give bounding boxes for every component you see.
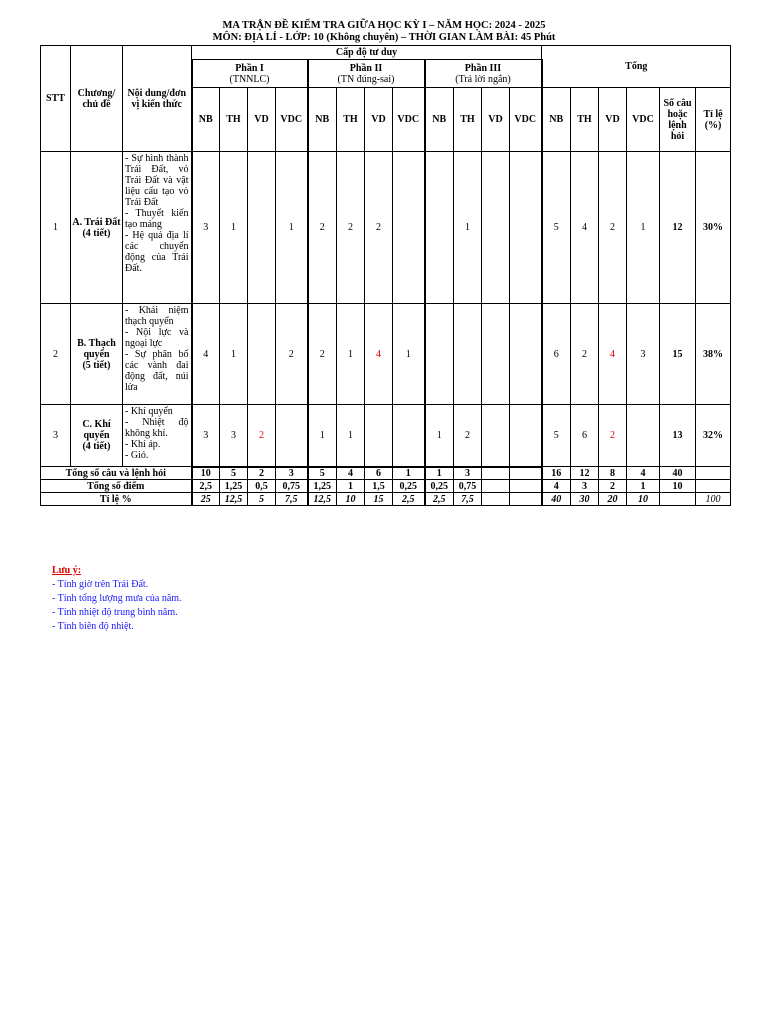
document-subtitle: MÔN: ĐỊA LÍ - LỚP: 10 (Không chuyên) – THỜI GIAN LÀM BÀI: 45 Phút [212, 32, 556, 43]
row-percent: 38% [696, 304, 731, 405]
summary-label: Tổng số câu và lệnh hỏi [41, 467, 192, 480]
row-cell: 2 [454, 405, 482, 467]
summary-cell: 1,5 [365, 480, 393, 493]
row-cell [627, 405, 660, 467]
row-cell [365, 405, 393, 467]
summary-cell [482, 467, 510, 480]
row-content: - Khí quyển - Nhiệt độ không khí. - Khí áp. - Gió. [123, 405, 192, 467]
row-cell [248, 304, 276, 405]
note-item: - Tính tổng lượng mưa của năm. [52, 593, 182, 604]
table-row [41, 304, 731, 405]
header-phan-2: Phần II (TN đúng-sai) [308, 60, 425, 88]
row-cell [482, 152, 510, 304]
row-cell [482, 405, 510, 467]
row-cell: 6 [571, 405, 599, 467]
summary-label: Tổng số điểm [41, 480, 192, 493]
header-ti-le: Tỉ lệ (%) [696, 88, 731, 152]
header-phan-1: Phần I (TNNLC) [192, 60, 308, 88]
row-cell: 2 [365, 152, 393, 304]
summary-cell: 12 [571, 467, 599, 480]
row-cell [454, 304, 482, 405]
header-content: Nội dung/đơn vị kiến thức [123, 46, 192, 152]
summary-cell: 12,5 [308, 493, 337, 506]
row-content: - Sự hình thành Trái Đất, vỏ Trái Đất và vật liệu cấu tạo vỏ Trái Đất - Thuyết kiến tạo mảng - Hệ quả địa lí các chuyển động của Trái Đất. [123, 152, 192, 304]
summary-cell: 3 [571, 480, 599, 493]
row-cell [510, 405, 542, 467]
summary-cell: 2,5 [425, 493, 454, 506]
row-stt: 1 [41, 152, 71, 304]
row-cell: 1 [337, 405, 365, 467]
row-cell: 3 [627, 304, 660, 405]
summary-row [41, 467, 731, 480]
matrix-table [40, 45, 731, 506]
summary-cell: 2 [599, 480, 627, 493]
summary-cell: 7,5 [276, 493, 308, 506]
summary-cell: 5 [248, 493, 276, 506]
summary-cell: 12,5 [220, 493, 248, 506]
row-cell: 2 [308, 304, 337, 405]
summary-total: 40 [660, 467, 696, 480]
summary-cell: 4 [542, 480, 571, 493]
row-cell [510, 304, 542, 405]
summary-cell: 10 [627, 493, 660, 506]
header-level-vdc: VDC [510, 88, 542, 152]
summary-cell: 5 [220, 467, 248, 480]
summary-cell: 6 [365, 467, 393, 480]
summary-percent [696, 467, 731, 480]
row-cell: 1 [337, 304, 365, 405]
summary-percent: 100 [696, 493, 731, 506]
summary-cell: 25 [192, 493, 220, 506]
row-cell: 1 [425, 405, 454, 467]
summary-cell: 0,75 [454, 480, 482, 493]
row-cell: 1 [393, 304, 425, 405]
row-cell [425, 304, 454, 405]
row-cell: 2 [571, 304, 599, 405]
row-cell [276, 405, 308, 467]
row-chapter: B. Thạch quyển (5 tiết) [71, 304, 123, 405]
summary-cell: 10 [192, 467, 220, 480]
summary-cell: 0,25 [425, 480, 454, 493]
row-cell: 1 [627, 152, 660, 304]
header-level-vd: VD [599, 88, 627, 152]
summary-row [41, 493, 731, 506]
note-item: - Tính nhiệt độ trung bình năm. [52, 607, 178, 618]
row-cell [425, 152, 454, 304]
row-cell: 1 [308, 405, 337, 467]
summary-cell: 2,5 [393, 493, 425, 506]
row-cell: 4 [192, 304, 220, 405]
row-stt: 2 [41, 304, 71, 405]
header-level-vdc: VDC [276, 88, 308, 152]
row-cell: 3 [192, 405, 220, 467]
row-cell: 5 [542, 405, 571, 467]
summary-cell: 0,75 [276, 480, 308, 493]
header-tong: Tổng [542, 46, 731, 88]
summary-cell [482, 480, 510, 493]
note-item: - Tính biên độ nhiệt. [52, 621, 134, 632]
header-so-cau: Số câu hoặc lệnh hỏi [660, 88, 696, 152]
row-cell: 4 [571, 152, 599, 304]
row-cell: 2 [337, 152, 365, 304]
header-level-th: TH [337, 88, 365, 152]
row-percent: 32% [696, 405, 731, 467]
header-level-vd: VD [248, 88, 276, 152]
row-cell: 5 [542, 152, 571, 304]
row-total: 12 [660, 152, 696, 304]
summary-cell [510, 467, 542, 480]
row-cell: 1 [276, 152, 308, 304]
row-content: - Khái niệm thạch quyển - Nội lực và ngoại lực - Sự phân bố các vành đai động đất, núi lửa [123, 304, 192, 405]
document-title: MA TRẬN ĐỀ KIỂM TRA GIỮA HỌC KỲ I – NĂM HỌC: 2024 - 2025 [222, 20, 546, 31]
header-level-nb: NB [308, 88, 337, 152]
summary-cell: 8 [599, 467, 627, 480]
header-level-nb: NB [192, 88, 220, 152]
summary-cell [510, 480, 542, 493]
header-phan-3: Phần III (Trả lời ngắn) [425, 60, 542, 88]
header-level-vd: VD [365, 88, 393, 152]
table-row [41, 405, 731, 467]
summary-cell: 1 [425, 467, 454, 480]
row-chapter: C. Khí quyển (4 tiết) [71, 405, 123, 467]
row-chapter: A. Trái Đất (4 tiết) [71, 152, 123, 304]
summary-cell: 1 [627, 480, 660, 493]
summary-cell [510, 493, 542, 506]
table-row [41, 152, 731, 304]
header-level-vdc: VDC [627, 88, 660, 152]
header-level-th: TH [454, 88, 482, 152]
summary-cell: 40 [542, 493, 571, 506]
row-cell: 2 [599, 152, 627, 304]
header-level-th: TH [220, 88, 248, 152]
row-cell: 6 [542, 304, 571, 405]
header-level-nb: NB [542, 88, 571, 152]
row-cell: 2 [308, 152, 337, 304]
note-item: - Tính giờ trên Trái Đất. [52, 579, 149, 590]
summary-row [41, 480, 731, 493]
header-level-vdc: VDC [393, 88, 425, 152]
summary-cell: 7,5 [454, 493, 482, 506]
summary-cell: 2 [248, 467, 276, 480]
summary-cell: 0,25 [393, 480, 425, 493]
header-stt: STT [41, 46, 71, 152]
summary-cell: 30 [571, 493, 599, 506]
summary-total: 10 [660, 480, 696, 493]
row-cell [248, 152, 276, 304]
row-cell: 2 [599, 405, 627, 467]
summary-cell: 0,5 [248, 480, 276, 493]
summary-cell: 3 [276, 467, 308, 480]
summary-cell: 3 [454, 467, 482, 480]
row-cell: 4 [365, 304, 393, 405]
row-cell: 1 [454, 152, 482, 304]
row-total: 15 [660, 304, 696, 405]
summary-label: Tỉ lệ % [41, 493, 192, 506]
row-total: 13 [660, 405, 696, 467]
row-cell: 2 [248, 405, 276, 467]
note-section [52, 564, 182, 634]
summary-cell: 1 [337, 480, 365, 493]
header-chapter: Chương/ chủ đề [71, 46, 123, 152]
summary-cell: 2,5 [192, 480, 220, 493]
row-cell: 1 [220, 304, 248, 405]
summary-cell: 10 [337, 493, 365, 506]
row-cell: 3 [220, 405, 248, 467]
summary-cell: 1 [393, 467, 425, 480]
row-cell: 3 [192, 152, 220, 304]
summary-total [660, 493, 696, 506]
header-level-th: TH [571, 88, 599, 152]
row-cell: 1 [220, 152, 248, 304]
summary-cell: 15 [365, 493, 393, 506]
header-level-nb: NB [425, 88, 454, 152]
row-percent: 30% [696, 152, 731, 304]
summary-cell: 20 [599, 493, 627, 506]
row-cell [393, 152, 425, 304]
row-cell [393, 405, 425, 467]
summary-cell: 5 [308, 467, 337, 480]
row-cell [510, 152, 542, 304]
row-stt: 3 [41, 405, 71, 467]
summary-cell [482, 493, 510, 506]
summary-cell: 4 [337, 467, 365, 480]
note-label: Lưu ý: [52, 565, 82, 576]
header-level-vd: VD [482, 88, 510, 152]
summary-cell: 1,25 [220, 480, 248, 493]
summary-cell: 1,25 [308, 480, 337, 493]
row-cell [482, 304, 510, 405]
header-cap-do: Cấp độ tư duy [192, 46, 542, 60]
summary-cell: 4 [627, 467, 660, 480]
summary-percent [696, 480, 731, 493]
summary-cell: 16 [542, 467, 571, 480]
row-cell: 2 [276, 304, 308, 405]
row-cell: 4 [599, 304, 627, 405]
